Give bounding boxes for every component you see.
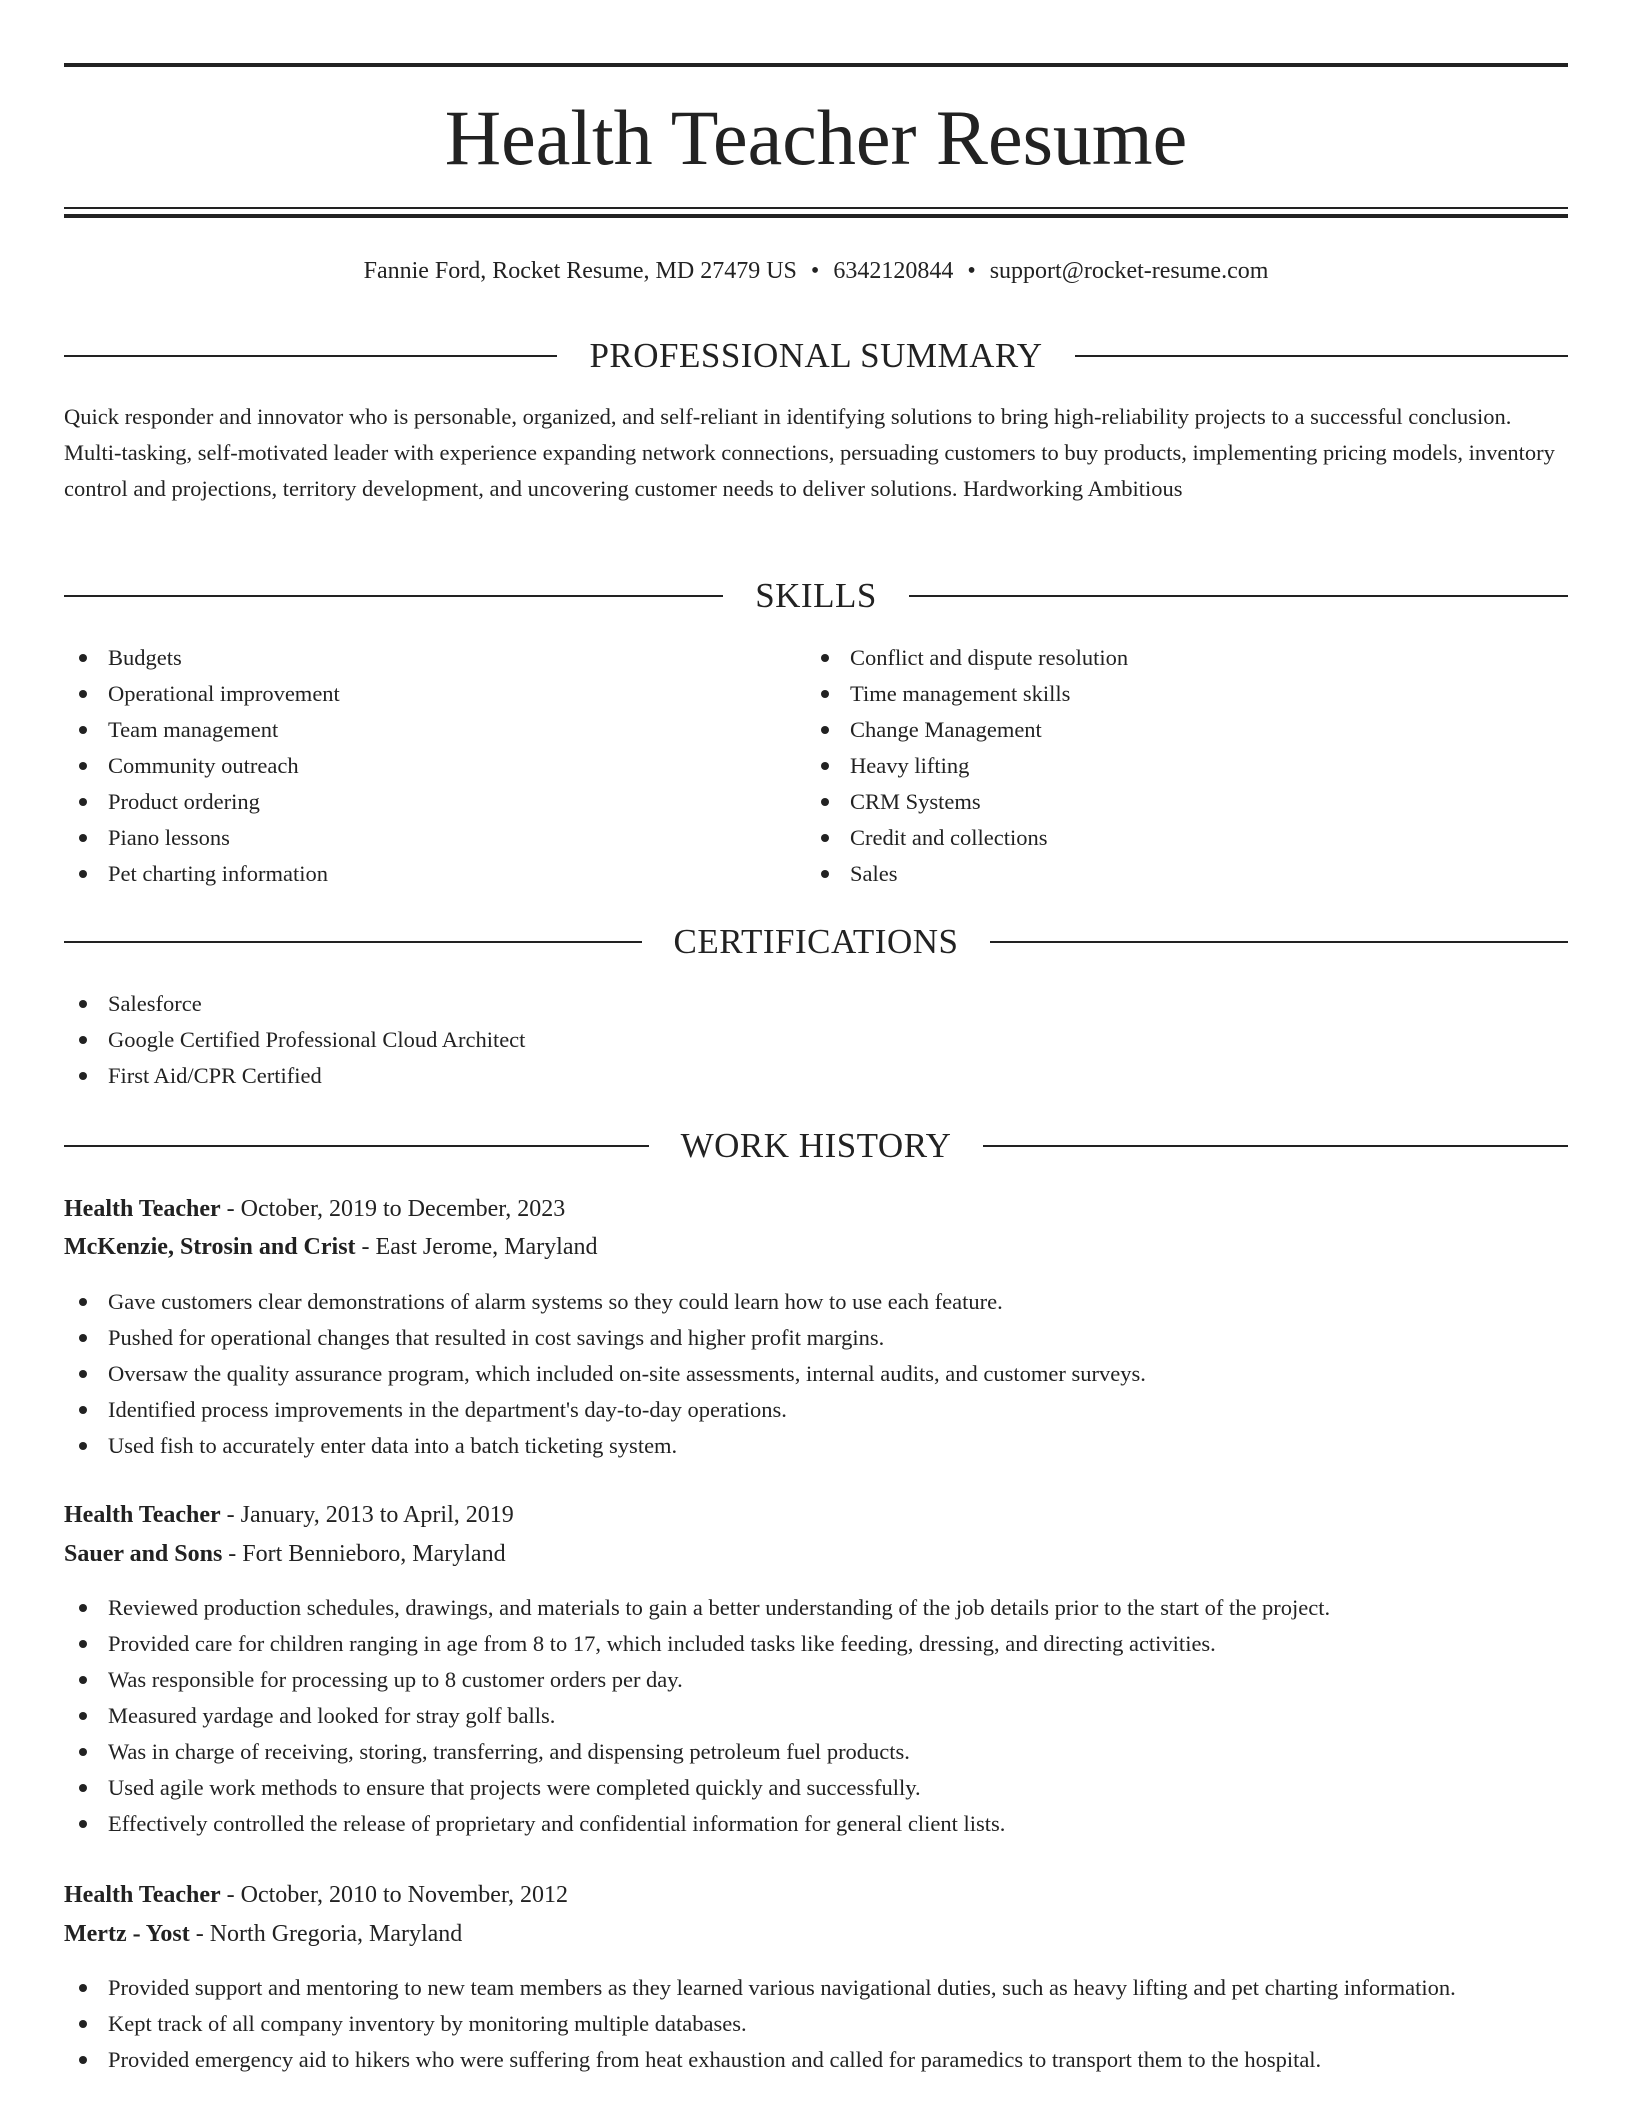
section-title: SKILLS [755,576,877,615]
list-item: Salesforce [64,986,1568,1022]
list-item: Operational improvement [64,676,804,712]
list-item: Community outreach [64,748,804,784]
job-duties-list [64,1590,1568,1842]
list-item: Piano lessons [64,820,804,856]
job-company-line [64,1536,1568,1572]
list-item: Credit and collections [806,820,1546,856]
list-item: Identified process improvements in the department's day-to-day operations. [64,1392,1568,1428]
list-item: Pet charting information [64,856,804,892]
contact-line [64,254,1568,288]
contact-address: Fannie Ford, Rocket Resume, MD 27479 US [363,258,797,284]
job-dates: - October, 2010 to November, 2012 [220,1882,568,1908]
job-company: Mertz - Yost [64,1921,190,1947]
list-item: Was responsible for processing up to 8 customer orders per day. [64,1662,1568,1698]
list-item: Used agile work methods to ensure that projects were completed quickly and successfully. [64,1770,1568,1806]
skills-list-left [64,640,804,892]
list-item: Team management [64,712,804,748]
list-item: Product ordering [64,784,804,820]
list-item: Gave customers clear demonstrations of alarm systems so they could learn how to use each feature. [64,1284,1568,1320]
job-dates: - October, 2019 to December, 2023 [220,1196,566,1222]
list-item: CRM Systems [806,784,1546,820]
job-title-line [64,1497,1568,1533]
section-heading-work-history [64,1126,1568,1166]
list-item: Pushed for operational changes that resulted in cost savings and higher profit margins. [64,1320,1568,1356]
list-item: Heavy lifting [806,748,1546,784]
list-item: Sales [806,856,1546,892]
section-title: CERTIFICATIONS [673,922,959,961]
section-heading-summary [64,336,1568,376]
list-item: Kept track of all company inventory by monitoring multiple databases. [64,2006,1568,2042]
job-duties-list [64,1970,1568,2078]
job-title-line [64,1877,1568,1913]
contact-phone: 6342120844 [833,258,954,284]
job-location: - Fort Bennieboro, Maryland [222,1541,506,1567]
certifications-list [64,986,1568,1094]
job-title-line [64,1191,1568,1227]
list-item: Provided support and mentoring to new team members as they learned various navigational duties, such as heavy lifting and pet charting information. [64,1970,1568,2006]
list-item: Used fish to accurately enter data into a batch ticketing system. [64,1428,1568,1464]
list-item: Change Management [806,712,1546,748]
top-rule [64,63,1568,67]
job-company: McKenzie, Strosin and Crist [64,1234,356,1260]
list-item: Measured yardage and looked for stray golf balls. [64,1698,1568,1734]
job-title: Health Teacher [64,1502,221,1528]
job-title: Health Teacher [64,1196,221,1222]
section-heading-certifications [64,922,1568,962]
job-duties-list [64,1284,1568,1464]
job-company-line [64,1916,1568,1952]
contact-separator: • [967,258,976,284]
list-item: Effectively controlled the release of proprietary and confidential information for general client lists. [64,1806,1568,1842]
job-company-line [64,1229,1568,1265]
contact-email: support@rocket-resume.com [989,258,1269,284]
section-title: PROFESSIONAL SUMMARY [589,336,1043,375]
list-item: First Aid/CPR Certified [64,1058,1568,1094]
list-item: Budgets [64,640,804,676]
list-item: Reviewed production schedules, drawings, and materials to gain a better understanding of the job details prior to the start of the project. [64,1590,1568,1626]
list-item: Time management skills [806,676,1546,712]
list-item: Was in charge of receiving, storing, transferring, and dispensing petroleum fuel products. [64,1734,1568,1770]
section-title: WORK HISTORY [680,1126,952,1165]
list-item: Google Certified Professional Cloud Architect [64,1022,1568,1058]
job-location: - North Gregoria, Maryland [189,1921,463,1947]
list-item: Oversaw the quality assurance program, which included on-site assessments, internal audits, and customer surveys. [64,1356,1568,1392]
summary-text: Quick responder and innovator who is personable, organized, and self-reliant in identifying solutions to bring high-reliability projects to a successful conclusion. Multi-tasking, self-motivated leader with experience expanding network connections, persuading customers to buy products, implementing pricing models, inventory control and projections, territory development, and uncovering customer needs to deliver solutions. Hardworking Ambitious [64,404,1555,501]
skills-list-right [806,640,1546,892]
section-heading-skills [64,576,1568,616]
job-location: - East Jerome, Maryland [355,1234,598,1260]
list-item: Provided emergency aid to hikers who were suffering from heat exhaustion and called for paramedics to transport them to the hospital. [64,2042,1568,2078]
list-item: Conflict and dispute resolution [806,640,1546,676]
job-title: Health Teacher [64,1882,221,1908]
job-dates: - January, 2013 to April, 2019 [220,1502,514,1528]
list-item: Provided care for children ranging in age from 8 to 17, which included tasks like feeding, dressing, and directing activities. [64,1626,1568,1662]
page-title: Health Teacher Resume [444,94,1188,181]
title-double-rule [64,207,1568,219]
contact-separator: • [810,258,820,284]
job-company: Sauer and Sons [64,1541,223,1567]
